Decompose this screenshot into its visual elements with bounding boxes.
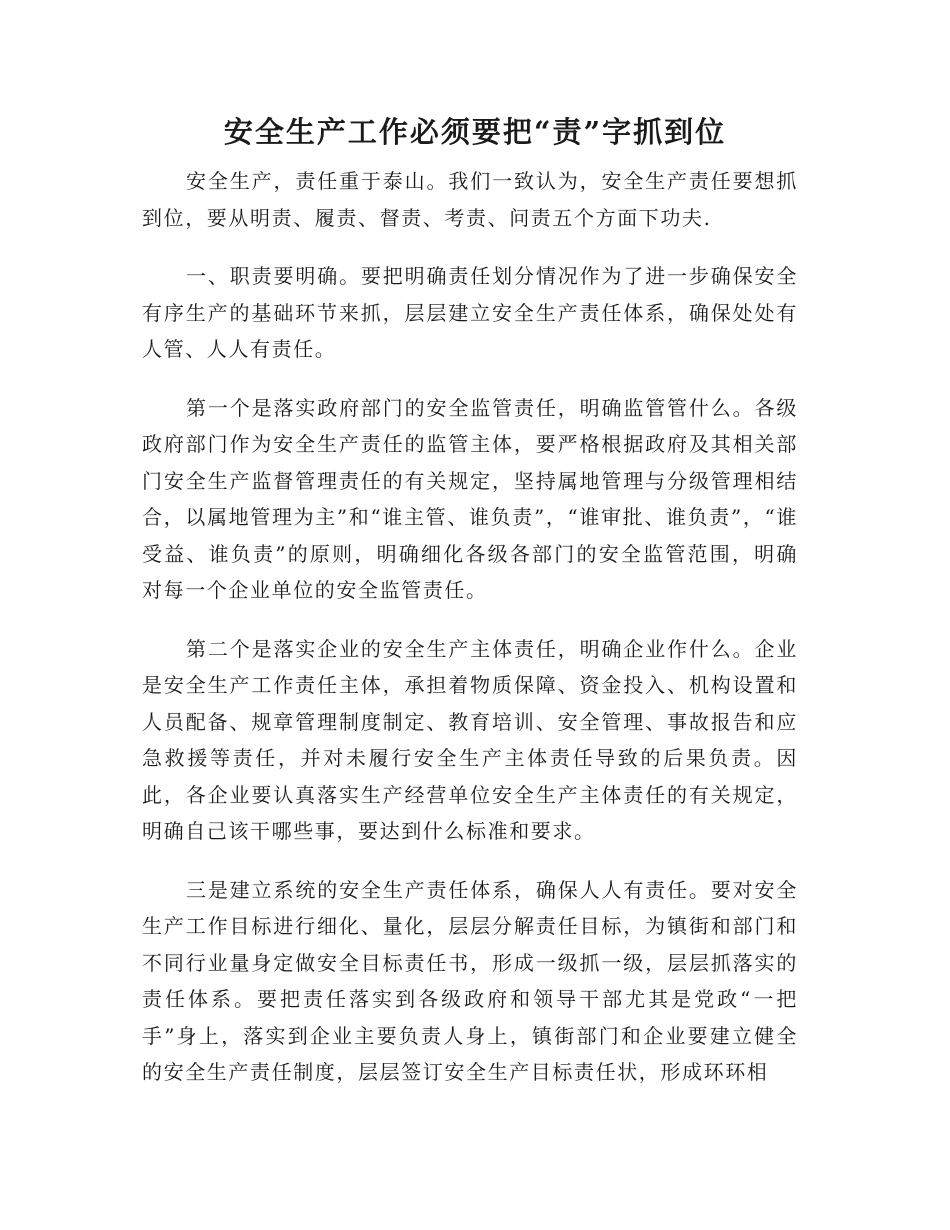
paragraph-intro: 安全生产，责任重于泰山。我们一致认为，安全生产责任要想抓到位，要从明责、履责、督责、考责、问责五个方面下功夫. bbox=[142, 169, 798, 230]
paragraph-section-one: 一、职责要明确。要把明确责任划分情况作为了进一步确保安全有序生产的基础环节来抓，层层建立安全生产责任体系，确保处处有人管、人人有责任。 bbox=[142, 264, 798, 361]
paragraph-responsibility-system: 三是建立系统的安全生产责任体系，确保人人有责任。要对安全生产工作目标进行细化、量化，层层分解责任目标，为镇街和部门和不同行业量身定做安全目标责任书，形成一级抓一级，层层抓落实的责任体系。要把责任落实到各级政府和领导干部尤其是党政“一把手”身上，落实到企业主要负责人身上，镇街部门和企业要建立健全的安全生产责任制度，层层签订安全生产目标责任状，形成环环相 bbox=[142, 877, 798, 1084]
paragraph-government-responsibility: 第一个是落实政府部门的安全监管责任，明确监管管什么。各级政府部门作为安全生产责任的监管主体，要严格根据政府及其相关部门安全生产监督管理责任的有关规定，坚持属地管理与分级管理相结合，以属地管理为主”和“谁主管、谁负责”，“谁审批、谁负责”，“谁受益、谁负责”的原则，明确细化各级各部门的安全监管范围，明确对每一个企业单位的安全监管责任。 bbox=[142, 395, 798, 602]
document-title: 安全生产工作必须要把“责”字抓到位 bbox=[223, 115, 727, 149]
document-body bbox=[142, 163, 798, 1113]
paragraph-enterprise-responsibility: 第二个是落实企业的安全生产主体责任，明确企业作什么。企业是安全生产工作责任主体，承担着物质保障、资金投入、机构设置和人员配备、规章管理制度制定、教育培训、安全管理、事故报告和应急救援等责任，并对未履行安全生产主体责任导致的后果负责。因此，各企业要认真落实生产经营单位安全生产主体责任的有关规定，明确自己该干哪些事，要达到什么标准和要求。 bbox=[142, 636, 798, 843]
